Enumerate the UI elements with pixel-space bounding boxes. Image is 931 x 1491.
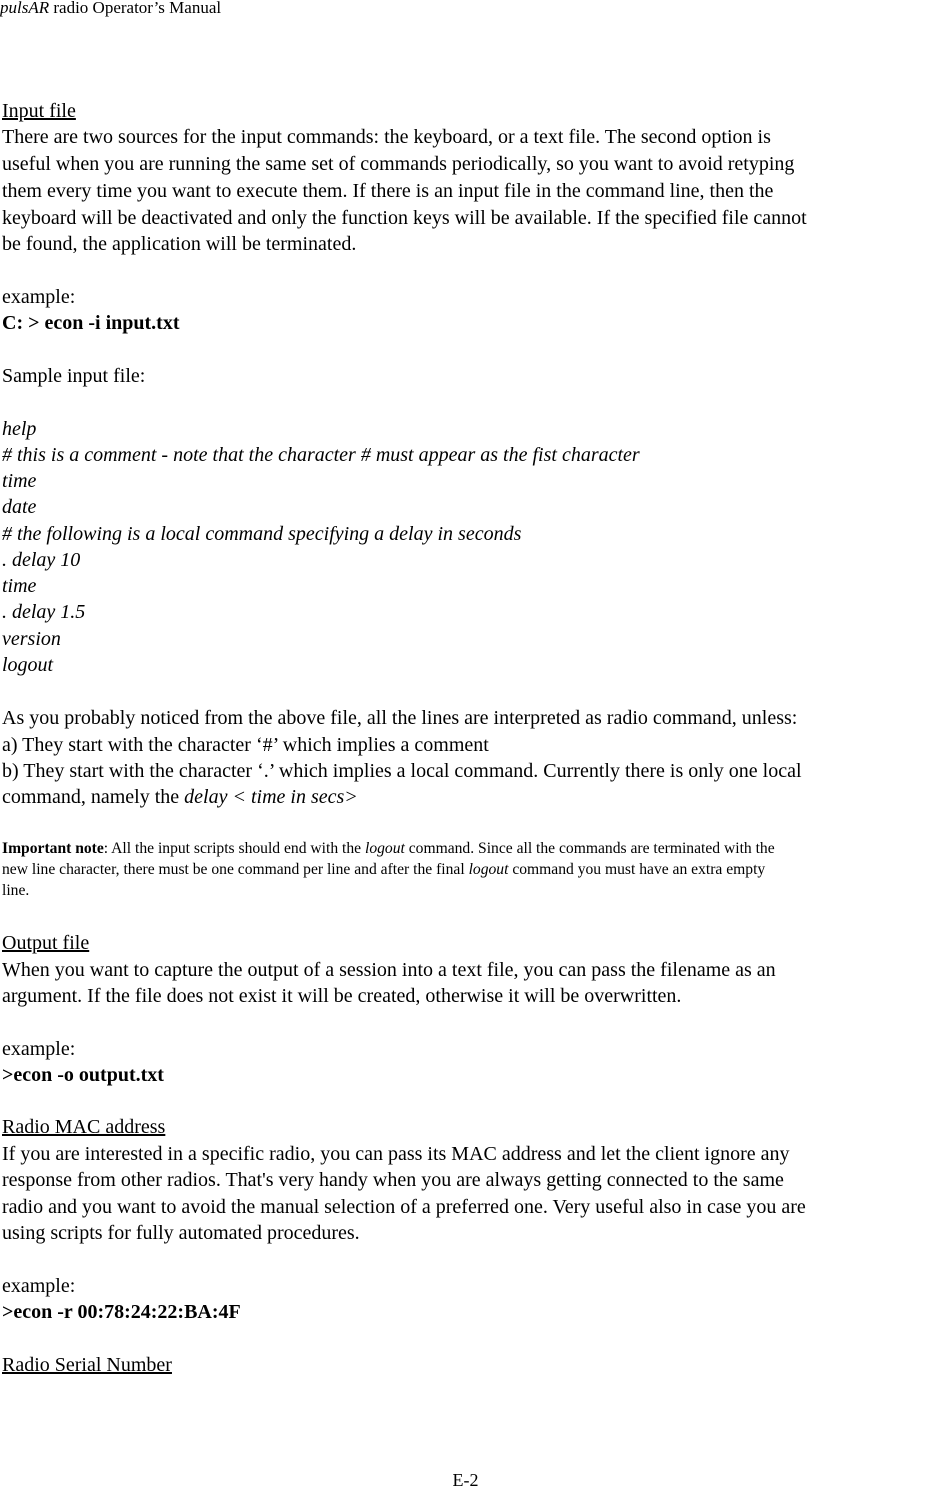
sample-line: date — [2, 496, 37, 518]
sample-label: Sample input file: — [2, 365, 146, 387]
important-note-line: line. — [2, 882, 30, 899]
brand-name: pulsAR — [0, 0, 50, 17]
paragraph-line: useful when you are running the same set of commands periodically, so you want to avoid retyping — [2, 153, 795, 175]
sample-line: . delay 10 — [2, 549, 81, 571]
sample-line: # the following is a local command specifying a delay in seconds — [2, 523, 522, 545]
example-command: >econ -r 00:78:24:22:BA:4F — [2, 1301, 241, 1323]
paragraph-line: There are two sources for the input commands: the keyboard, or a text file. The second option is — [2, 126, 771, 148]
note-text: : All the input scripts should end with the — [103, 840, 365, 857]
example-command: C: > econ -i input.txt — [2, 312, 180, 334]
note-command: logout — [364, 840, 405, 857]
heading-output-file: Output file — [2, 932, 90, 954]
notes-line: As you probably noticed from the above file, all the lines are interpreted as radio command, unless: — [2, 707, 798, 729]
notes-text: command, namely the — [2, 786, 185, 808]
important-note-line — [2, 838, 775, 859]
notes-line — [2, 784, 358, 810]
notes-line: a) They start with the character ‘#’ which implies a comment — [2, 734, 489, 756]
heading-input-file: Input file — [2, 100, 76, 122]
header-title: radio Operator’s Manual — [49, 0, 222, 17]
sample-line: time — [2, 575, 37, 597]
example-command: >econ -o output.txt — [2, 1064, 164, 1086]
important-note-label: Important note — [2, 840, 104, 857]
paragraph-line: If you are interested in a specific radio, you can pass its MAC address and let the client ignore any — [2, 1143, 790, 1165]
heading-radio-mac: Radio MAC address — [2, 1116, 166, 1138]
example-label: example: — [2, 1275, 76, 1297]
note-text: new line character, there must be one command per line and after the final — [2, 861, 469, 878]
sample-line: help — [2, 418, 37, 440]
important-note-line — [2, 859, 765, 880]
paragraph-line: response from other radios. That's very handy when you are always getting connected to the same — [2, 1169, 784, 1191]
paragraph-line: using scripts for fully automated procedures. — [2, 1222, 360, 1244]
sample-line: version — [2, 628, 61, 650]
notes-line: b) They start with the character ‘.’ which implies a local command. Currently there is only one local — [2, 760, 802, 782]
paragraph-line: keyboard will be deactivated and only the function keys will be available. If the specified file cannot — [2, 207, 807, 229]
heading-radio-serial: Radio Serial Number — [2, 1354, 172, 1376]
page-number: E-2 — [452, 1470, 479, 1490]
example-label: example: — [2, 1038, 76, 1060]
note-text: command. Since all the commands are terminated with the — [404, 840, 775, 857]
sample-line: # this is a comment - note that the character # must appear as the fist character — [2, 444, 640, 466]
note-text: command you must have an extra empty — [508, 861, 766, 878]
example-label: example: — [2, 286, 76, 308]
delay-syntax: delay < time in secs> — [184, 786, 358, 808]
paragraph-line: them every time you want to execute them. If there is an input file in the command line, then the — [2, 180, 774, 202]
page-header — [0, 0, 221, 18]
paragraph-line: argument. If the file does not exist it will be created, otherwise it will be overwritten. — [2, 985, 682, 1007]
sample-line: time — [2, 470, 37, 492]
paragraph-line: be found, the application will be terminated. — [2, 233, 357, 255]
paragraph-line: When you want to capture the output of a session into a text file, you can pass the filename as an — [2, 959, 776, 981]
paragraph-line: radio and you want to avoid the manual selection of a preferred one. Very useful also in case you are — [2, 1196, 806, 1218]
sample-line: logout — [2, 654, 54, 676]
sample-line: . delay 1.5 — [2, 601, 86, 623]
note-command: logout — [468, 861, 509, 878]
